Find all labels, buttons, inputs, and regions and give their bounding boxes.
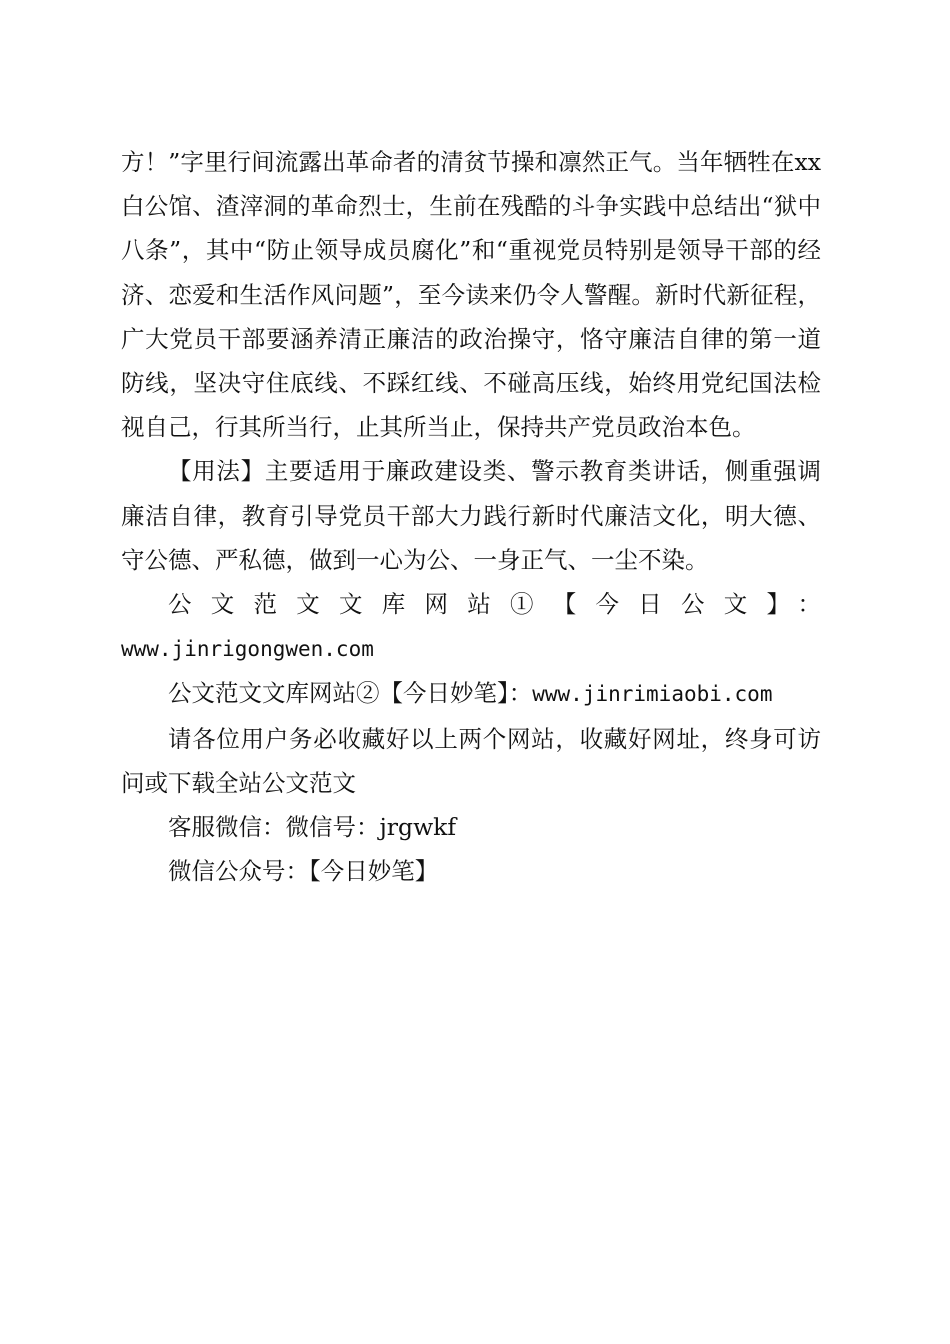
site-1-label: 公文范文文库网站①【今日公文】： [168, 590, 821, 619]
notice-paragraph: 请各位用户务必收藏好以上两个网站，收藏好网址，终身可访问或下载全站公文范文 [121, 724, 821, 797]
site-2-line [121, 671, 821, 716]
document-body [121, 140, 821, 893]
body-paragraph-1: 方！”字里行间流露出革命者的清贫节操和凛然正气。当年牺牲在xx白公馆、渣滓洞的革命烈士，生前在残酷的斗争实践中总结出“狱中八条”，其中“防止领导成员腐化”和“重视党员特别是领导干部的经济、恋爱和生活作风问题”，至今读来仍令人警醒。新时代新征程，广大党员干部要涵养清正廉洁的政治操守，恪守廉洁自律的第一道防线，坚决守住底线、不踩红线、不碰高压线，始终用党纪国法检视自己，行其所当行，止其所当止，保持共产党员政治本色。 [121, 148, 821, 442]
site-1-url[interactable]: www.jinrigongwen.com [121, 637, 374, 662]
official-account-line: 微信公众号：【今日妙笔】 [168, 857, 439, 886]
site-2-url[interactable]: www.jinrimiaobi.com [532, 682, 773, 707]
customer-service-line: 客服微信：微信号：jrgwkf [168, 813, 457, 842]
usage-paragraph: 【用法】主要适用于廉政建设类、警示教育类讲话，侧重强调廉洁自律，教育引导党员干部大力践行新时代廉洁文化，明大德、守公德、严私德，做到一心为公、一身正气、一尘不染。 [121, 457, 821, 574]
site-1-line [121, 626, 821, 671]
site-2-label: 公文范文文库网站②【今日妙笔】： [168, 679, 533, 708]
